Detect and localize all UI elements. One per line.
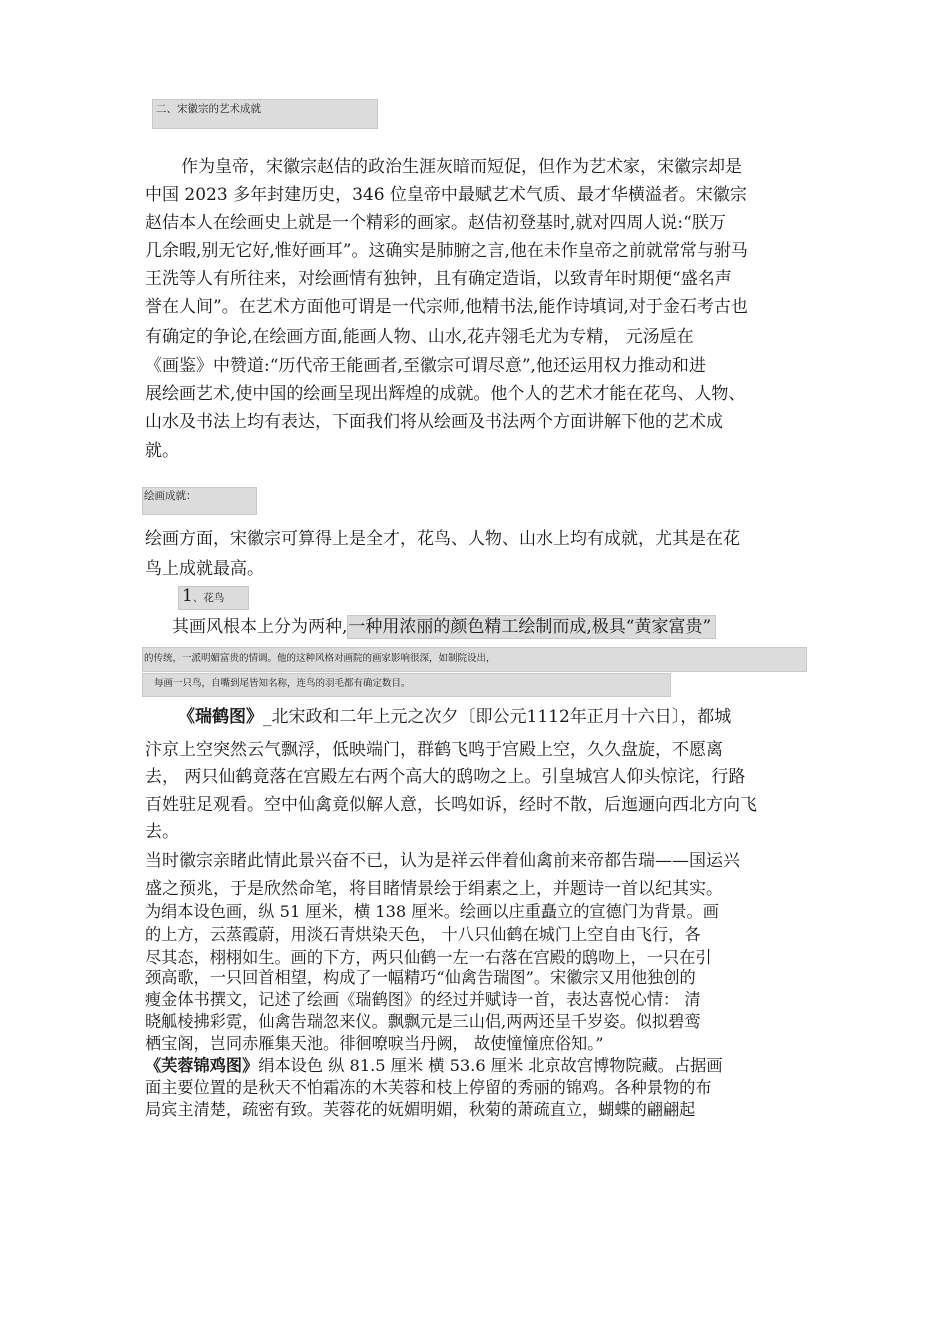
text-line: 鸟上成就最高。 <box>145 559 264 579</box>
text-line: 展绘画艺术,使中国的绘画呈现出辉煌的成就。他个人的艺术才能在花鸟、人物、 <box>145 384 746 404</box>
text-line: 晓觚棱拂彩霓，仙禽告瑞忽来仪。飘飘元是三山侣,两两还呈千岁姿。似拟碧鸾 <box>145 1012 701 1031</box>
highlighted-text: 一种用浓丽的颜色精工绘制而成,极具“黄家富贵” <box>347 615 716 639</box>
text-line: 汴京上空突然云气飘浮，低映端门，群鹤飞鸣于宫殿上空，久久盘旋，不愿离 <box>145 740 723 760</box>
text-line: 尽其态，栩栩如生。画的下方，两只仙鹤一左一右落在宫殿的鸱吻上，一只在引 <box>145 948 712 967</box>
text-line: 作为皇帝，宋徽宗赵佶的政治生涯灰暗而短促，但作为艺术家，宋徽宗却是 <box>181 157 742 177</box>
text-line: 几余暇,别无它好,惟好画耳”。这确实是肺腑之言,他在未作皇帝之前就常常与驸马 <box>145 241 748 261</box>
painting-title: 《芙蓉锦鸡图》 <box>145 1056 259 1075</box>
text-line: 中国 2023 多年封建历史，346 位皇帝中最赋艺术气质、最才华横溢者。宋徽宗 <box>145 185 747 205</box>
item-label: 、花鸟 <box>192 592 225 604</box>
text-line: 栖宝阁，岂同赤雁集天池。徘徊嘹唳当丹阙， 故使憧憧庶俗知。” <box>145 1034 604 1053</box>
small-text-line: 的传统，一派明媚富贵的情调。他的这种风格对画院的画家影响很深，如制院设出， <box>144 653 496 664</box>
text-line: 去， 两只仙鹤竟落在宫殿左右两个高大的鸱吻之上。引皇城宫人仰头惊诧，行路 <box>145 767 746 787</box>
text-line: 王洗等人有所往来，对绘画情有独钟，且有确定造诣，以致青年时期便“盛名声 <box>145 269 732 289</box>
text-line: 当时徽宗亲睹此情此景兴奋不已，认为是祥云伴着仙禽前来帝都告瑞——国运兴 <box>145 851 740 871</box>
text-line <box>178 707 731 727</box>
text-line: 山水及书法上均有表达，下面我们将从绘画及书法两个方面讲解下他的艺术成 <box>145 412 723 432</box>
text-line: 百姓驻足观看。空中仙禽竟似解人意，长鸣如诉，经时不散，后迤逦向西北方向飞 <box>145 795 757 815</box>
section-heading: 二、宋徽宗的艺术成就 <box>156 103 261 115</box>
text-line: 就。 <box>145 441 179 461</box>
text-line: 有确定的争论,在绘画方面,能画人物、山水,花卉翎毛尤为专精， 元汤垕在 <box>145 327 694 347</box>
painting-title: 《瑞鹤图》 <box>178 707 263 727</box>
text-line: 面主要位置的是秋天不怕霜冻的木芙蓉和枝上停留的秀丽的锦鸡。各种景物的布 <box>145 1078 712 1097</box>
text-line: 去。 <box>145 822 179 842</box>
text-span: 其画风根本上分为两种, <box>172 617 348 637</box>
text-line: 赵佶本人在绘画史上就是一个精彩的画家。赵佶初登基时,就对四周人说:“朕万 <box>145 213 726 233</box>
item-heading <box>182 586 224 606</box>
text-line: 为绢本设色画，纵 51 厘米，横 138 厘米。绘画以庄重矗立的宣德门为背景。画 <box>145 902 719 921</box>
text-span: _北宋政和二年上元之次夕〔即公元1112年正月十六日〕，都城 <box>263 707 732 727</box>
text-line: 瘦金体书撰文，记述了绘画《瑞鹤图》的经过并赋诗一首，表达喜悦心情： 清 <box>145 990 701 1009</box>
text-line: 绘画方面，宋徽宗可算得上是全才，花鸟、人物、山水上均有成就，尤其是在花 <box>145 529 740 549</box>
text-span: 绢本设色 纵 81.5 厘米 横 53.6 厘米 北京故宫博物院藏。占据画 <box>258 1056 723 1075</box>
text-line <box>145 1056 723 1075</box>
text-line: 《画鉴》中赞道:“历代帝王能画者,至徽宗可谓尽意”,他还运用权力推动和进 <box>145 356 706 376</box>
text-line: 局宾主清楚，疏密有致。芙蓉花的妩媚明媚，秋菊的萧疏直立，蝴蝶的翩翩起 <box>145 1100 696 1119</box>
item-number: 1 <box>182 586 193 606</box>
text-line: 盛之预兆，于是欣然命笔，将目睹情景绘于绢素之上，并题诗一首以纪其实。 <box>145 879 723 899</box>
text-line: 誉在人间”。在艺术方面他可谓是一代宗师,他精书法,能作诗填词,对于金石考古也 <box>145 297 748 317</box>
text-line: 的上方，云蒸霞蔚，用淡石青烘染天色， 十八只仙鹤在城门上空自由飞行，各 <box>145 925 701 944</box>
subheading: 绘画成就： <box>144 490 197 502</box>
small-text-line: 每画一只鸟，自嘴到尾皆知名称，连鸟的羽毛都有确定数目。 <box>154 678 411 689</box>
style-paragraph-line <box>172 617 716 637</box>
text-line: 颈高歌，一只回首相望，构成了一幅精巧“仙禽告瑞图”。宋徽宗又用他独创的 <box>145 968 696 987</box>
